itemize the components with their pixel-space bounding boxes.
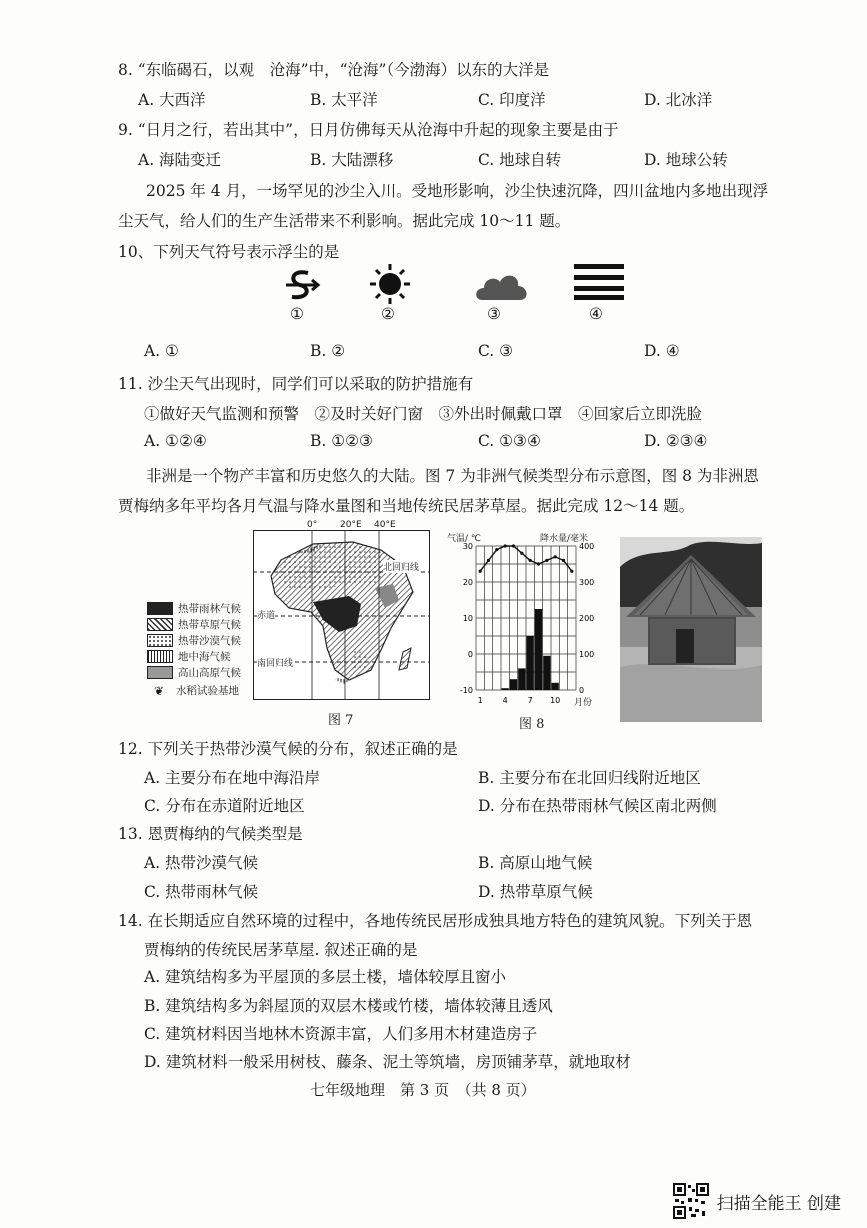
q12-option-d: D. 分布在热带雨林气候区南北两侧 (478, 797, 717, 815)
tropic-north-label: 北回归线 (383, 560, 419, 573)
qr-code-icon (673, 1183, 709, 1219)
month-tick-label: 10 (550, 696, 561, 705)
thatched-hut-photo (620, 537, 762, 722)
month-axis-label: 月份 (574, 698, 593, 708)
precip-tick-label: 100 (579, 650, 595, 659)
temperature-point (529, 559, 532, 562)
watermark-text: 扫描全能王 创建 (716, 1193, 841, 1214)
question-10-stem: 10、下列天气符号表示浮尘的是 (118, 243, 340, 261)
intro-10-11-line1: 2025 年 4 月，一场罕见的沙尘入川。受地形影响，沙尘快速沉降，四川盆地内多地出现浮 (146, 182, 769, 200)
q12-option-a: A. 主要分布在地中海沿岸 (144, 769, 321, 787)
q14-option-a: A. 建筑结构多为平屋顶的多层土楼，墙体较厚且窗小 (144, 968, 507, 986)
precipitation-bar (518, 668, 525, 690)
temperature-point (512, 544, 515, 547)
precipitation-bar (502, 688, 509, 690)
q14-option-b: B. 建筑结构多为斜屋顶的双层木楼或竹楼，墙体较薄且透风 (144, 997, 553, 1015)
solid-dark-swatch-icon (147, 602, 173, 615)
temperature-point (570, 570, 573, 573)
vertical-lines-swatch-icon (147, 650, 173, 663)
precip-tick-label: 400 (579, 542, 595, 551)
lon-label-40e: 40°E (374, 520, 396, 530)
temp-tick-label: 10 (462, 614, 473, 623)
temperature-point (554, 555, 557, 558)
q10-option-c: C. ③ (478, 342, 514, 360)
legend-savanna (147, 617, 241, 632)
intro-12-14-line1: 非洲是一个物产丰富和历史悠久的大陆。图 7 为非洲气候类型分布示意图，图 8 为非洲恩 (146, 467, 759, 485)
legend-label: 热带草原气候 (178, 619, 241, 631)
question-11-stem: 11. 沙尘天气出现时，同学们可以采取的防护措施有 (118, 375, 474, 393)
q10-option-a: A. ① (144, 342, 179, 360)
temperature-point (479, 570, 482, 573)
q13-option-d: D. 热带草原气候 (478, 883, 593, 901)
question-14-stem-line1: 14. 在长期适应自然环境的过程中，各地传统民居形成独具地方特色的建筑风貌。下列关于恩 (118, 912, 753, 930)
q9-option-d: D. 地球公转 (644, 151, 728, 169)
q11-option-a: A. ①②④ (144, 432, 207, 450)
q10-option-d: D. ④ (644, 342, 680, 360)
symbol-label-2: ② (381, 305, 395, 323)
question-13-stem: 13. 恩贾梅纳的气候类型是 (118, 825, 303, 843)
month-tick-label: 7 (527, 696, 533, 705)
dotted-swatch-icon (147, 634, 173, 647)
fog-symbol-icon (574, 262, 624, 300)
q14-option-c: C. 建筑材料因当地林木资源丰富，人们多用木材建造房子 (144, 1025, 538, 1043)
q8-option-b: B. 太平洋 (310, 91, 378, 109)
dust-symbol-icon (282, 265, 322, 305)
month-tick-label: 4 (502, 696, 508, 705)
q11-option-d: D. ②③④ (644, 432, 708, 450)
temperature-point (495, 548, 498, 551)
legend-desert (147, 633, 241, 648)
symbol-label-4: ④ (589, 305, 603, 323)
q13-option-c: C. 热带雨林气候 (144, 883, 259, 901)
figure-7-caption: 图 7 (328, 713, 354, 728)
temperature-point (537, 562, 540, 565)
q10-option-b: B. ② (310, 342, 346, 360)
temperature-point (545, 559, 548, 562)
q9-option-b: B. 大陆漂移 (310, 151, 394, 169)
precipitation-bar (552, 683, 559, 690)
hatched-swatch-icon (147, 618, 173, 631)
symbol-label-3: ③ (487, 305, 501, 323)
q8-option-c: C. 印度洋 (478, 91, 546, 109)
precipitation-bar (535, 609, 542, 690)
q11-option-b: B. ①②③ (310, 432, 373, 450)
temp-tick-label: -10 (459, 686, 473, 695)
cloudy-symbol-icon (474, 270, 530, 304)
temperature-point (487, 559, 490, 562)
q11-option-c: C. ①③④ (478, 432, 541, 450)
q9-option-a: A. 海陆变迁 (138, 151, 222, 169)
legend-label: 水稻试验基地 (176, 685, 239, 697)
question-14-stem-line2: 贾梅纳的传统民居茅草屋. 叙述正确的是 (144, 941, 418, 959)
rice-base-icon: ❦ (153, 683, 165, 698)
precipitation-bar (527, 636, 534, 690)
precip-tick-label: 300 (579, 578, 595, 587)
africa-climate-map (253, 530, 430, 700)
q14-option-d: D. 建筑材料一般采用树枝、藤条、泥土等筑墙，房顶铺茅草，就地取材 (144, 1053, 631, 1071)
lon-label-0: 0° (307, 520, 318, 530)
precip-axis-title: 降水量/毫米 (540, 534, 589, 544)
precip-tick-label: 200 (579, 614, 595, 623)
temp-tick-label: 30 (462, 542, 473, 551)
q12-option-b: B. 主要分布在北回归线附近地区 (478, 769, 701, 787)
figure-8-caption: 图 8 (519, 717, 545, 732)
legend-highland (147, 665, 241, 680)
question-9-stem: 9. “日月之行，若出其中”，日月仿佛每天从沧海中升起的现象主要是由于 (118, 121, 619, 139)
climate-chart (446, 540, 606, 706)
legend-mediterranean (147, 649, 231, 664)
legend-label: 地中海气候 (178, 651, 231, 663)
q13-option-b: B. 高原山地气候 (478, 854, 593, 872)
q9-option-c: C. 地球自转 (478, 151, 562, 169)
lon-label-20e: 20°E (340, 520, 362, 530)
legend-label: 热带沙漠气候 (178, 635, 241, 647)
q8-option-a: A. 大西洋 (138, 91, 206, 109)
intro-12-14-line2: 贾梅纳多年平均各月气温与降水量图和当地传统民居茅草屋。据此完成 12～14 题。 (118, 497, 695, 515)
precipitation-bar (543, 656, 550, 690)
equator-label: 赤道 (257, 608, 275, 621)
q12-option-c: C. 分布在赤道附近地区 (144, 797, 305, 815)
precip-tick-label: 0 (579, 686, 585, 695)
page-footer: 七年级地理 第 3 页 （共 8 页） (310, 1081, 536, 1099)
question-8-stem: 8. “东临碣石，以观 沧海”中，“沧海”（今渤海）以东的大洋是 (118, 61, 550, 79)
q11-choices: ①做好天气监测和预警 ②及时关好门窗 ③外出时佩戴口罩 ④回家后立即洗脸 (144, 405, 703, 423)
legend-label: 热带雨林气候 (178, 603, 241, 615)
symbol-label-1: ① (290, 305, 304, 323)
question-12-stem: 12. 下列关于热带沙漠气候的分布，叙述正确的是 (118, 740, 458, 758)
intro-10-11-line2: 尘天气，给人们的生产生活带来不利影响。据此完成 10～11 题。 (118, 212, 571, 230)
precipitation-bar (510, 679, 517, 690)
sunny-symbol-icon (368, 262, 412, 306)
tropic-south-label: 南回归线 (257, 656, 293, 669)
legend-label: 高山高原气候 (178, 667, 241, 679)
temp-tick-label: 20 (462, 578, 473, 587)
q13-option-a: A. 热带沙漠气候 (144, 854, 259, 872)
temp-axis-title: 气温/ ℃ (447, 534, 482, 544)
temp-tick-label: 0 (467, 650, 473, 659)
legend-rice-base (147, 683, 239, 698)
legend-rainforest (147, 601, 241, 616)
gray-swatch-icon (147, 666, 173, 679)
temperature-point (520, 552, 523, 555)
scanner-watermark (673, 1183, 841, 1219)
q8-option-d: D. 北冰洋 (644, 91, 713, 109)
temperature-point (562, 559, 565, 562)
temperature-point (504, 544, 507, 547)
month-tick-label: 1 (477, 696, 483, 705)
